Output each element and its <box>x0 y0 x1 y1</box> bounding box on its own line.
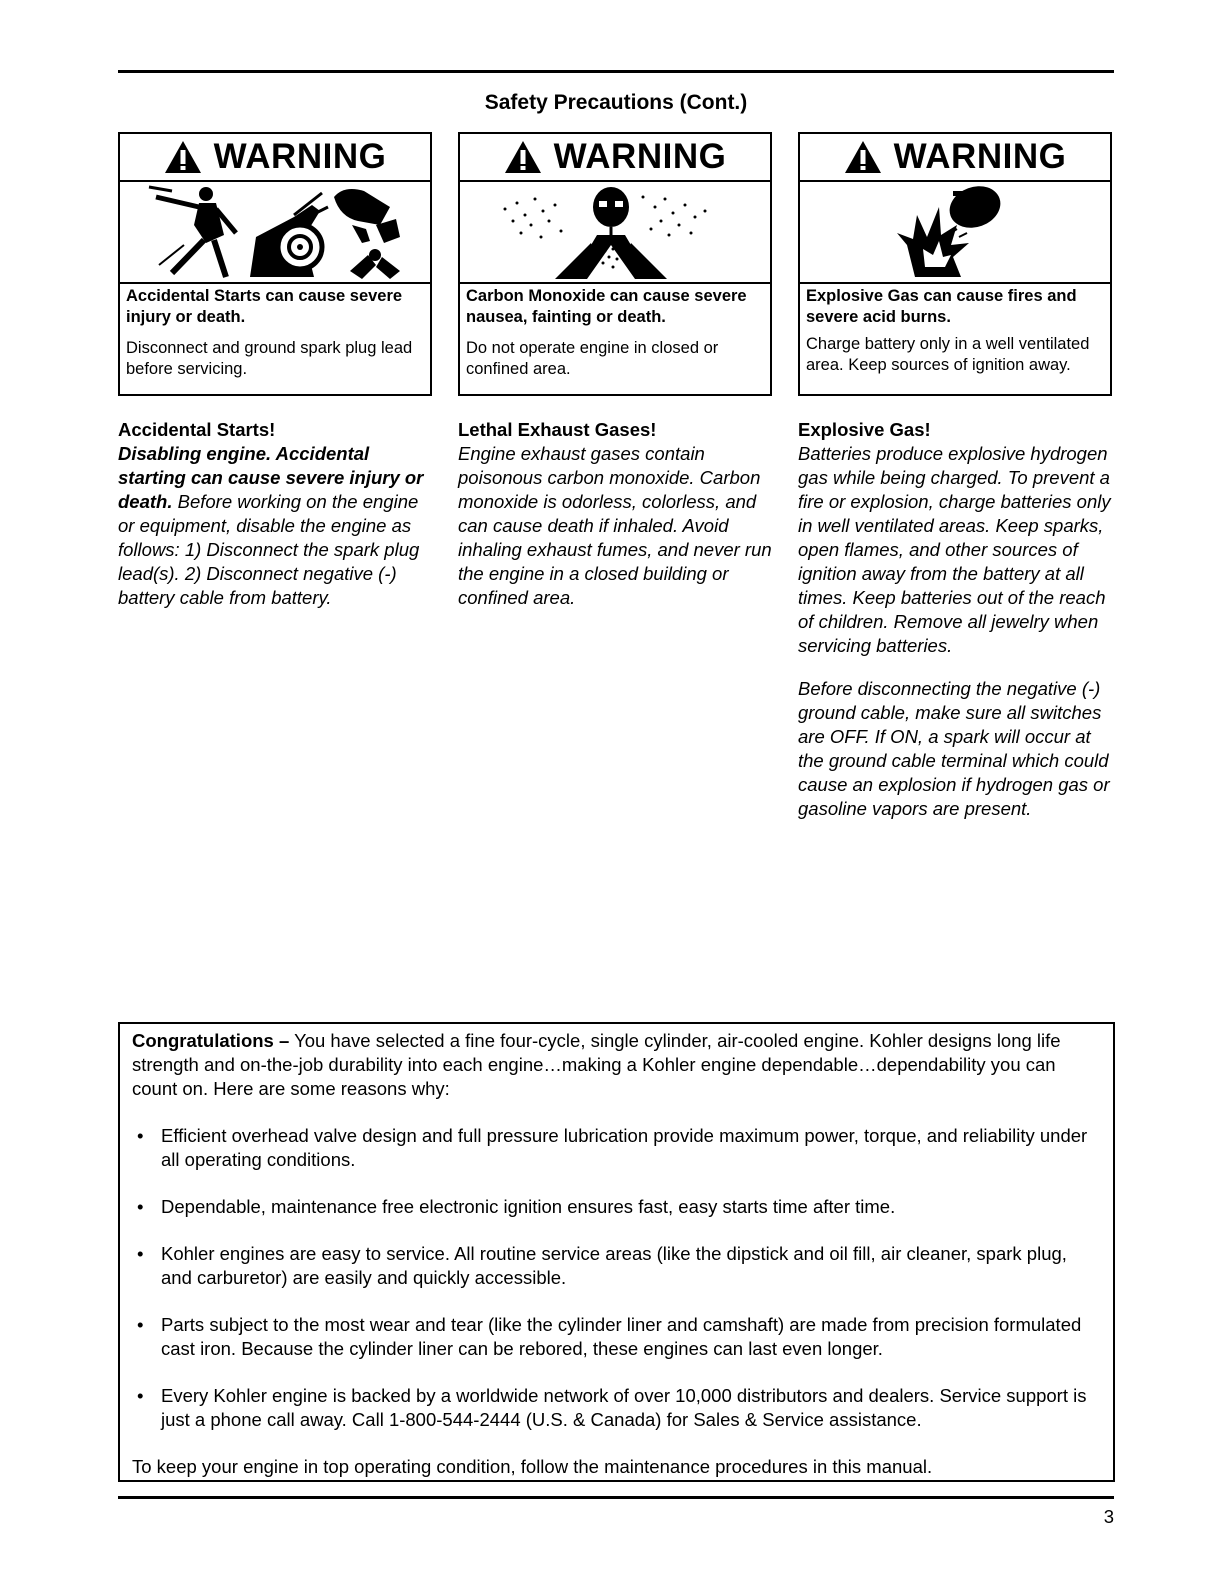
explosive-gas-section <box>798 418 1116 821</box>
list-item-text: Dependable, maintenance free electronic ignition ensures fast, easy starts time after time. <box>161 1196 896 1217</box>
warning-hazard: Accidental Starts can cause severe injury or death. <box>126 287 403 326</box>
warning-box-carbon-monoxide <box>458 132 772 396</box>
top-rule <box>118 70 1114 73</box>
warning-header <box>460 134 770 182</box>
warning-text <box>460 284 770 380</box>
list-item-text: Efficient overhead valve design and full pressure lubrication provide maximum power, torque, and reliability under all operating conditions. <box>161 1125 1088 1170</box>
bullet-icon: • <box>137 1243 144 1264</box>
section-title: Explosive Gas! <box>798 419 931 440</box>
carbon-monoxide-pictogram <box>460 182 770 284</box>
congrats-closing: To keep your engine in top operating condition, follow the maintenance procedures in this manual. <box>132 1456 933 1477</box>
warning-hazard: Carbon Monoxide can cause severe nausea, fainting or death. <box>466 287 747 326</box>
warning-box-explosive-gas <box>798 132 1112 396</box>
accidental-starts-pictogram <box>120 182 430 284</box>
warning-signal-word: WARNING <box>553 137 727 176</box>
section-text: Engine exhaust gases contain poisonous carbon monoxide. Carbon monoxide is odorless, colorless, and can cause death if inhaled. Avoid inhaling exhaust fumes, and never run the engine in a closed building or confined area. <box>458 443 772 608</box>
list-item <box>132 1195 1101 1219</box>
accidental-starts-icon <box>144 185 406 279</box>
warning-instruction: Do not operate engine in closed or confined area. <box>466 339 719 378</box>
list-item <box>132 1124 1101 1172</box>
page-title: Safety Precautions (Cont.) <box>484 91 748 114</box>
list-item <box>132 1242 1101 1290</box>
section-lead: Disabling engine. Accidental starting can cause severe injury or death. <box>118 443 424 512</box>
list-item <box>132 1313 1101 1361</box>
bullet-icon: • <box>137 1314 144 1335</box>
alert-triangle-icon <box>504 140 542 174</box>
list-item <box>132 1384 1101 1432</box>
section-title: Lethal Exhaust Gases! <box>458 419 657 440</box>
section-title: Accidental Starts! <box>118 419 276 440</box>
bullet-icon: • <box>137 1125 144 1146</box>
warning-instruction: Charge battery only in a well ventilated area. Keep sources of ignition away. <box>806 335 1090 374</box>
warning-hazard: Explosive Gas can cause fires and severe acid burns. <box>806 287 1077 326</box>
list-item-text: Parts subject to the most wear and tear (like the cylinder liner and camshaft) are made from precision formulated cast iron. Because the cylinder liner can be rebored, these engines can last even longer. <box>161 1314 1082 1359</box>
congrats-intro-text: You have selected a fine four-cycle, single cylinder, air-cooled engine. Kohler designs long life strength and on-the-job durability into each engine…making a Kohler engine dependable…dependability you can count on. Here are some reasons why: <box>132 1030 1061 1099</box>
warning-signal-word: WARNING <box>893 137 1067 176</box>
warning-text <box>800 284 1110 376</box>
section-text: Batteries produce explosive hydrogen gas while being charged. To prevent a fire or explosion, charge batteries only in well ventilated areas. Keep sparks, open flames, and other sources of ignition away from the battery at all times. Keep batteries out of the reach of children. Remove all jewelry when servicing batteries. <box>798 443 1111 656</box>
bottom-rule <box>118 1496 1114 1499</box>
page-number: 3 <box>1103 1506 1114 1527</box>
lethal-exhaust-section <box>458 418 776 610</box>
explosive-gas-icon <box>895 185 1015 279</box>
explosive-gas-pictogram <box>800 182 1110 284</box>
bullet-icon: • <box>137 1385 144 1406</box>
bullet-icon: • <box>137 1196 144 1217</box>
list-item-text: Kohler engines are easy to service. All routine service areas (like the dipstick and oil fill, air cleaner, spark plug, and carburetor) are easily and quickly accessible. <box>161 1243 1067 1288</box>
congratulations-box <box>118 1022 1115 1482</box>
warning-header <box>800 134 1110 182</box>
carbon-monoxide-icon <box>495 185 735 279</box>
warning-header <box>120 134 430 182</box>
section-body <box>118 442 436 610</box>
warning-instruction: Disconnect and ground spark plug lead before servicing. <box>126 339 413 378</box>
alert-triangle-icon <box>164 140 202 174</box>
accidental-starts-section <box>118 418 436 610</box>
reasons-list <box>132 1124 1101 1432</box>
list-item-text: Every Kohler engine is backed by a worldwide network of over 10,000 distributors and dealers. Service support is just a phone call away. Call 1-800-544-2444 (U.S. & Canada) for Sales & Service assistance. <box>161 1385 1087 1430</box>
warning-text <box>120 284 430 380</box>
section-text-2: Before disconnecting the negative (-) ground cable, make sure all switches are OFF. If ON, a spark will occur at the ground cable terminal which could cause an explosion if hydrogen gas or gasoline vapors are present. <box>798 678 1110 819</box>
congrats-intro <box>132 1029 1101 1101</box>
section-text: Before working on the engine or equipment, disable the engine as follows: 1) Disconnect the spark plug lead(s). 2) Disconnect negative (-) battery cable from battery. <box>118 491 420 608</box>
warning-signal-word: WARNING <box>213 137 387 176</box>
warning-box-accidental-starts <box>118 132 432 396</box>
congrats-lead: Congratulations – <box>132 1030 290 1051</box>
alert-triangle-icon <box>844 140 882 174</box>
